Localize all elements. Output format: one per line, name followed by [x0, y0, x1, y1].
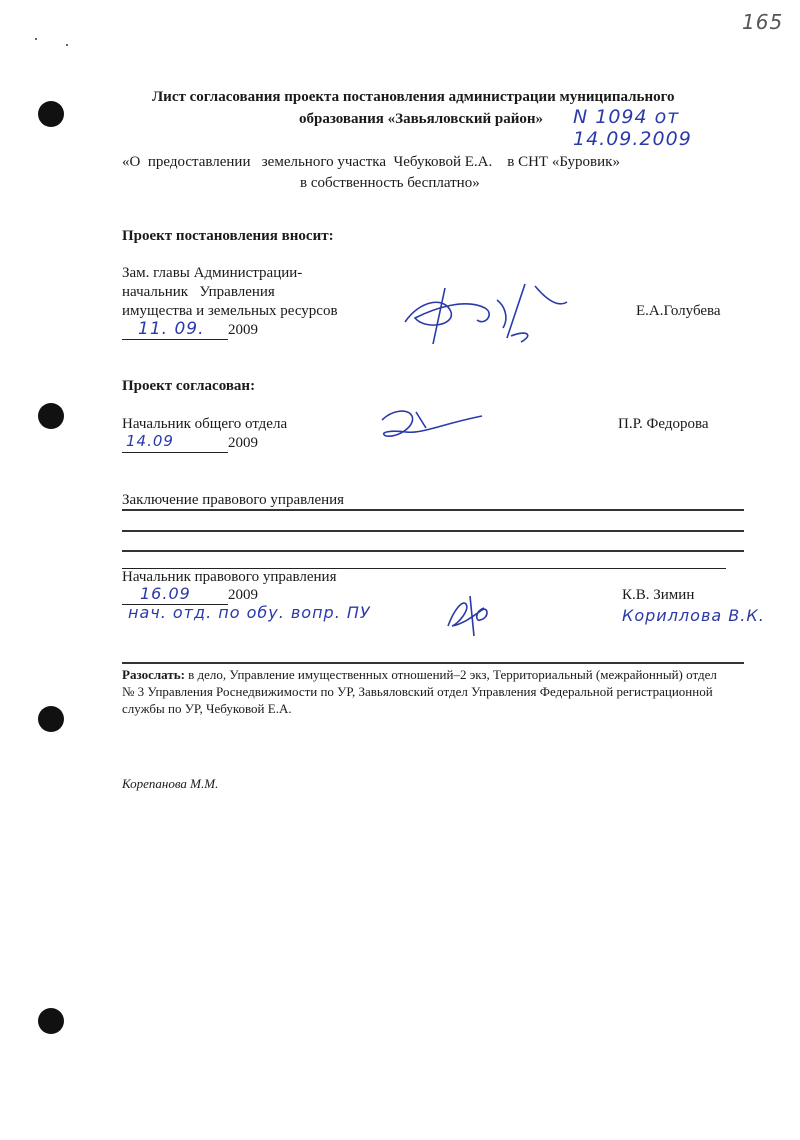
- distribution-text-line1: в дело, Управление имущественных отношений–2 экз, Территориальный (межрайонный) отдел: [184, 667, 717, 682]
- document-title-line1: Лист согласования проекта постановления администрации муниципального: [152, 89, 675, 105]
- introducer-position-line2: начальник Управления: [122, 284, 275, 300]
- introducer-position-line3: имущества и земельных ресурсов: [122, 303, 338, 319]
- approved-date-year: 2009: [228, 435, 258, 451]
- introducer-signature: [385, 278, 575, 350]
- conclusion-line-1: [122, 509, 744, 511]
- handwritten-role-note: нач. отд. по обу. вопр. ПУ: [128, 603, 371, 622]
- document-title-line2: образования «Завьяловский район»: [299, 111, 544, 127]
- distribution-label: Разослать:: [122, 667, 185, 682]
- handwritten-signer-name: Кориллова В.К.: [622, 606, 765, 625]
- subject-line1: «О предоставлении земельного участка Чебуковой Е.А. в СНТ «Буровик»: [122, 154, 620, 170]
- binder-hole-1: [38, 101, 64, 127]
- distribution-text-line2: № 3 Управления Роснедвижимости по УР, Завьяловский отдел Управления Федеральной регистрационной: [122, 684, 713, 699]
- distribution-separator: [122, 662, 744, 664]
- legal-head-name: К.В. Зимин: [622, 587, 695, 603]
- legal-date-handwritten: 16.09: [140, 584, 191, 603]
- page-number: 165: [742, 10, 784, 34]
- introducer-date-year: 2009: [228, 322, 258, 338]
- legal-date-year: 2009: [228, 587, 258, 603]
- subject-line2: в собственность бесплатно»: [300, 175, 480, 191]
- scan-speck: [35, 38, 37, 40]
- introducer-name: Е.А.Голубева: [636, 303, 721, 319]
- binder-hole-2: [38, 403, 64, 429]
- approver-signature: [372, 402, 492, 446]
- binder-hole-3: [38, 706, 64, 732]
- legal-head-position: Начальник правового управления: [122, 569, 337, 585]
- approved-name: П.Р. Федорова: [618, 416, 709, 432]
- approved-heading: Проект согласован:: [122, 378, 256, 394]
- conclusion-line-2: [122, 530, 744, 532]
- conclusion-line-3: [122, 550, 744, 552]
- date-underline: [122, 452, 228, 453]
- legal-conclusion-label: Заключение правового управления: [122, 492, 345, 508]
- handwritten-registration-number: N 1094 от 14.09.2009: [573, 106, 692, 150]
- introducer-date-handwritten: 11. 09.: [138, 319, 205, 339]
- document-author: Корепанова М.М.: [122, 776, 219, 791]
- legal-signature: [440, 590, 500, 640]
- distribution-text-line3: службы по УР, Чебуковой Е.А.: [122, 701, 292, 716]
- approved-position: Начальник общего отдела: [122, 416, 288, 432]
- introducer-position-line1: Зам. главы Администрации-: [122, 265, 303, 281]
- binder-hole-4: [38, 1008, 64, 1034]
- introducer-heading: Проект постановления вносит:: [122, 228, 334, 244]
- scan-speck: [66, 44, 68, 46]
- date-underline: [122, 339, 228, 340]
- distribution-block: [122, 666, 752, 717]
- approved-date-handwritten: 14.09: [126, 432, 174, 450]
